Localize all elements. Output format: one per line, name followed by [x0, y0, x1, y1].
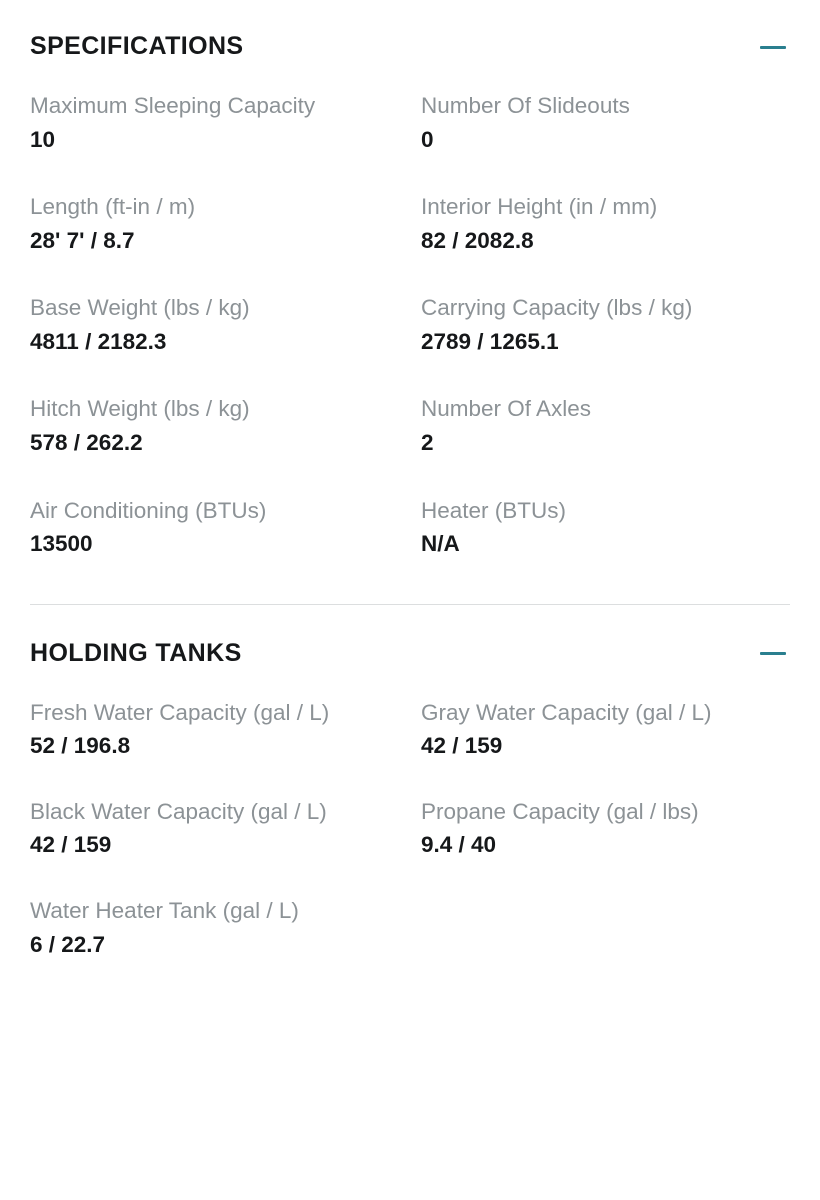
spec-label: Number Of Axles: [421, 396, 592, 422]
spec-item: [30, 393, 399, 494]
minus-icon[interactable]: [756, 30, 790, 64]
spec-item: [421, 796, 790, 895]
spec-item: [30, 895, 399, 994]
section-title: HOLDING TANKS: [30, 638, 242, 667]
spec-item: [30, 191, 399, 292]
spec-label: Interior Height (in / mm): [421, 194, 658, 220]
spec-item: [421, 191, 790, 292]
minus-icon-bar: [760, 652, 786, 655]
spec-value: 42 / 159: [421, 733, 503, 759]
minus-icon[interactable]: [756, 637, 790, 671]
spec-item: [421, 292, 790, 393]
spec-value: 0: [421, 126, 434, 152]
holding-tanks-section-header[interactable]: [30, 605, 790, 697]
spec-value: 578 / 262.2: [30, 430, 143, 455]
spec-label: Fresh Water Capacity (gal / L): [30, 699, 330, 725]
spec-label: Hitch Weight (lbs / kg): [30, 396, 250, 422]
spec-value: 52 / 196.8: [30, 733, 131, 759]
spec-item: [421, 697, 790, 796]
spec-label: Gray Water Capacity (gal / L): [421, 699, 712, 725]
minus-icon-bar: [760, 46, 786, 49]
spec-item: [421, 90, 790, 191]
spec-item: [30, 495, 399, 596]
spec-label: Number Of Slideouts: [421, 93, 630, 118]
spec-value: 9.4 / 40: [421, 832, 497, 858]
spec-label: Length (ft-in / m): [30, 194, 196, 220]
spec-label: Heater (BTUs): [421, 497, 567, 523]
specifications-section: [0, 0, 820, 596]
page-title: SPECIFICATIONS: [30, 32, 244, 61]
spec-value: 42 / 159: [30, 832, 112, 858]
spec-item: [421, 495, 790, 596]
spec-label: Water Heater Tank (gal / L): [30, 897, 299, 923]
spec-label: Propane Capacity (gal / lbs): [421, 798, 699, 824]
spec-value: 10: [30, 126, 56, 152]
spec-value: 82 / 2082.8: [421, 227, 534, 253]
spec-value: 4811 / 2182.3: [30, 328, 167, 354]
spec-item-empty: [421, 895, 790, 994]
holding-tanks-grid: [30, 697, 790, 994]
spec-label: Carrying Capacity (lbs / kg): [421, 295, 693, 321]
spec-value: 28' 7' / 8.7: [30, 227, 135, 253]
spec-item: [30, 796, 399, 895]
specifications-section-header[interactable]: [30, 0, 790, 90]
spec-item: [30, 292, 399, 393]
spec-value: 13500: [30, 531, 93, 557]
spec-item: [421, 393, 790, 494]
spec-label: Maximum Sleeping Capacity: [30, 93, 316, 118]
spec-value: N/A: [421, 531, 460, 557]
spec-item: [30, 90, 399, 191]
holding-tanks-section: [0, 605, 820, 994]
spec-label: Base Weight (lbs / kg): [30, 295, 250, 321]
spec-value: 2: [421, 430, 434, 455]
specifications-grid: [30, 90, 790, 596]
spec-item: [30, 697, 399, 796]
spec-label: Black Water Capacity (gal / L): [30, 798, 327, 824]
spec-value: 6 / 22.7: [30, 931, 106, 957]
spec-value: 2789 / 1265.1: [421, 328, 559, 354]
spec-label: Air Conditioning (BTUs): [30, 497, 267, 523]
